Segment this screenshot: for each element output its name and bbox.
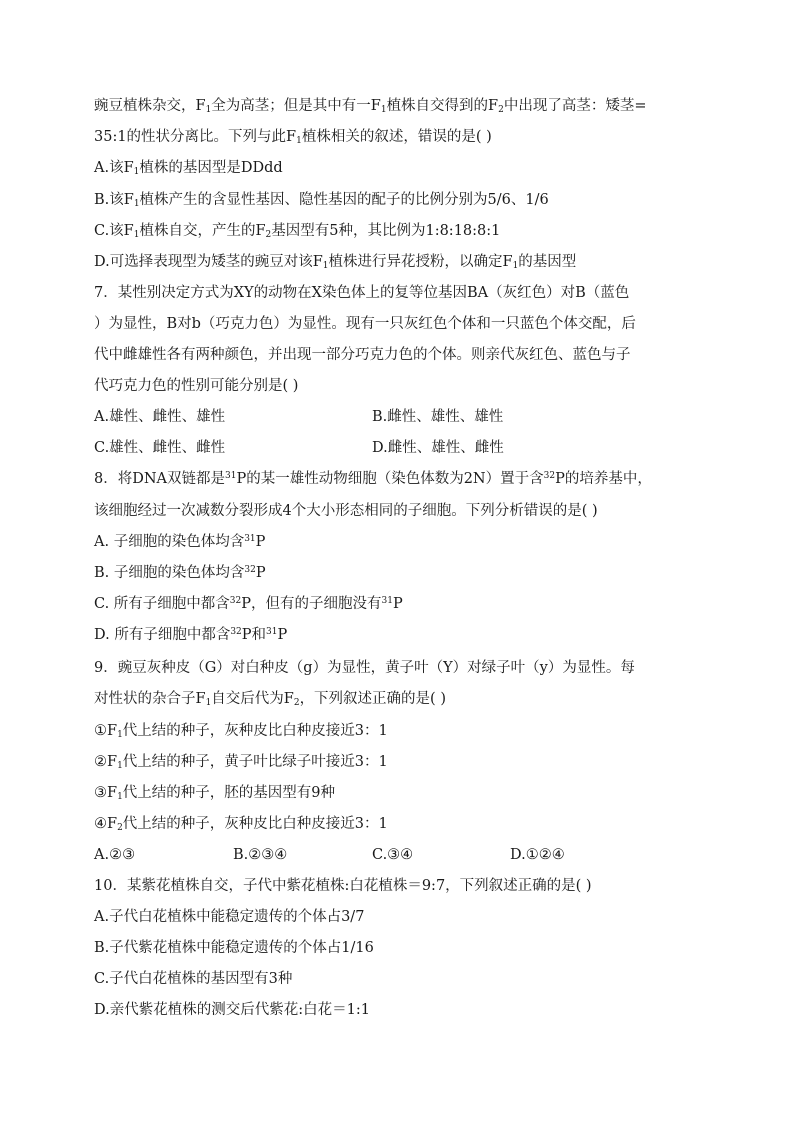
q7-stem-line-3: 代中雌雄性各有两种颜色，并出现一部分巧克力色的个体。则亲代灰红色、蓝色与子: [94, 347, 631, 363]
q10-stem: 10．某紫花植株自交，子代中紫花植株:白花植株＝9:7，下列叙述正确的是( ): [94, 878, 592, 894]
q7-stem-line-4: 代巧克力色的性别可能分别是( ): [94, 378, 299, 394]
q8-option-b: B. 子细胞的染色体均含$^{32}$P: [94, 565, 266, 581]
q9-option-b: B.②③④: [233, 847, 288, 863]
q7-stem-line-1: 7．某性别决定方式为XY的动物在X染色体上的复等位基因BA（灰红色）对B（蓝色: [94, 285, 630, 301]
intro-option-a: A.该$F_1$植株的基因型是DDdd: [94, 160, 283, 178]
q8-option-a: A. 子细胞的染色体均含$^{31}$P: [94, 534, 266, 550]
intro-option-c: C.该$F_1$植株自交，产生的$F_2$基因型有5种，其比例为1:8:18:8:1: [94, 223, 501, 241]
q10-option-c: C.子代白花植株的基因型有3种: [94, 971, 293, 987]
q7-option-b: B.雌性、雄性、雄性: [372, 409, 504, 425]
q7-stem-line-2: ）为显性，B对b（巧克力色）为显性。现有一只灰红色个体和一只蓝色个体交配，后: [94, 316, 636, 332]
q8-stem-line-1: 8．将DNA双链都是$^{31}$P的某一雄性动物细胞（染色体数为2N）置于含$^{32}$P的培养基中，: [94, 471, 652, 487]
q7-option-c: C.雄性、雌性、雌性: [94, 440, 226, 456]
q9-option-d: D.①②④: [510, 847, 565, 863]
q9-statement-3: $③F_1$代上结的种子，胚的基因型有9种: [94, 785, 336, 803]
q9-option-c: C.③④: [372, 847, 414, 863]
q8-stem-line-2: 该细胞经过一次减数分裂形成4个大小形态相同的子细胞。下列分析错误的是( ): [94, 503, 598, 519]
q10-option-d: D.亲代紫花植株的测交后代紫花:白花＝1:1: [94, 1002, 370, 1018]
q9-statement-2: $②F_1$代上结的种子，黄子叶比绿子叶接近3：1: [94, 754, 388, 772]
intro-stem-line-1: 豌豆植株杂交，$F_1$全为高茎；但是其中有一$F_1$植株自交得到的$F_2$中出现了高茎：矮茎=: [94, 98, 647, 116]
q9-statement-4: $④F_2$代上结的种子，灰种皮比白种皮接近3：1: [94, 816, 388, 834]
q10-option-b: B.子代紫花植株中能稳定遗传的个体占1/16: [94, 940, 374, 956]
q7-option-d: D.雌性、雄性、雌性: [372, 440, 504, 456]
q10-option-a: A.子代白花植株中能稳定遗传的个体占3/7: [94, 909, 365, 925]
q9-option-a: A.②③: [94, 847, 136, 863]
q9-stem-line-1: 9．豌豆灰种皮（G）对白种皮（g）为显性，黄子叶（Y）对绿子叶（y）为显性。每: [94, 660, 635, 676]
q7-option-a: A.雄性、雌性、雄性: [94, 409, 226, 425]
intro-option-d: D.可选择表现型为矮茎的豌豆对该$F_1$植株进行异花授粉，以确定$F_1$的基因型: [94, 254, 577, 272]
q9-statement-1: $①F_1$代上结的种子，灰种皮比白种皮接近3：1: [94, 723, 388, 741]
intro-stem-line-2: 35:1的性状分离比。下列与此$F_1$植株相关的叙述，错误的是( ): [94, 129, 492, 147]
q9-stem-line-2: 对性状的杂合子$F_1$自交后代为$F_2$，下列叙述正确的是( ): [94, 691, 446, 709]
q8-option-d: D. 所有子细胞中都含$^{32}$P和$^{31}$P: [94, 627, 288, 643]
q8-option-c: C. 所有子细胞中都含$^{32}$P，但有的子细胞没有$^{31}$P: [94, 596, 403, 612]
intro-option-b: B.该$F_1$植株产生的含显性基因、隐性基因的配子的比例分别为5/6、1/6: [94, 192, 549, 210]
